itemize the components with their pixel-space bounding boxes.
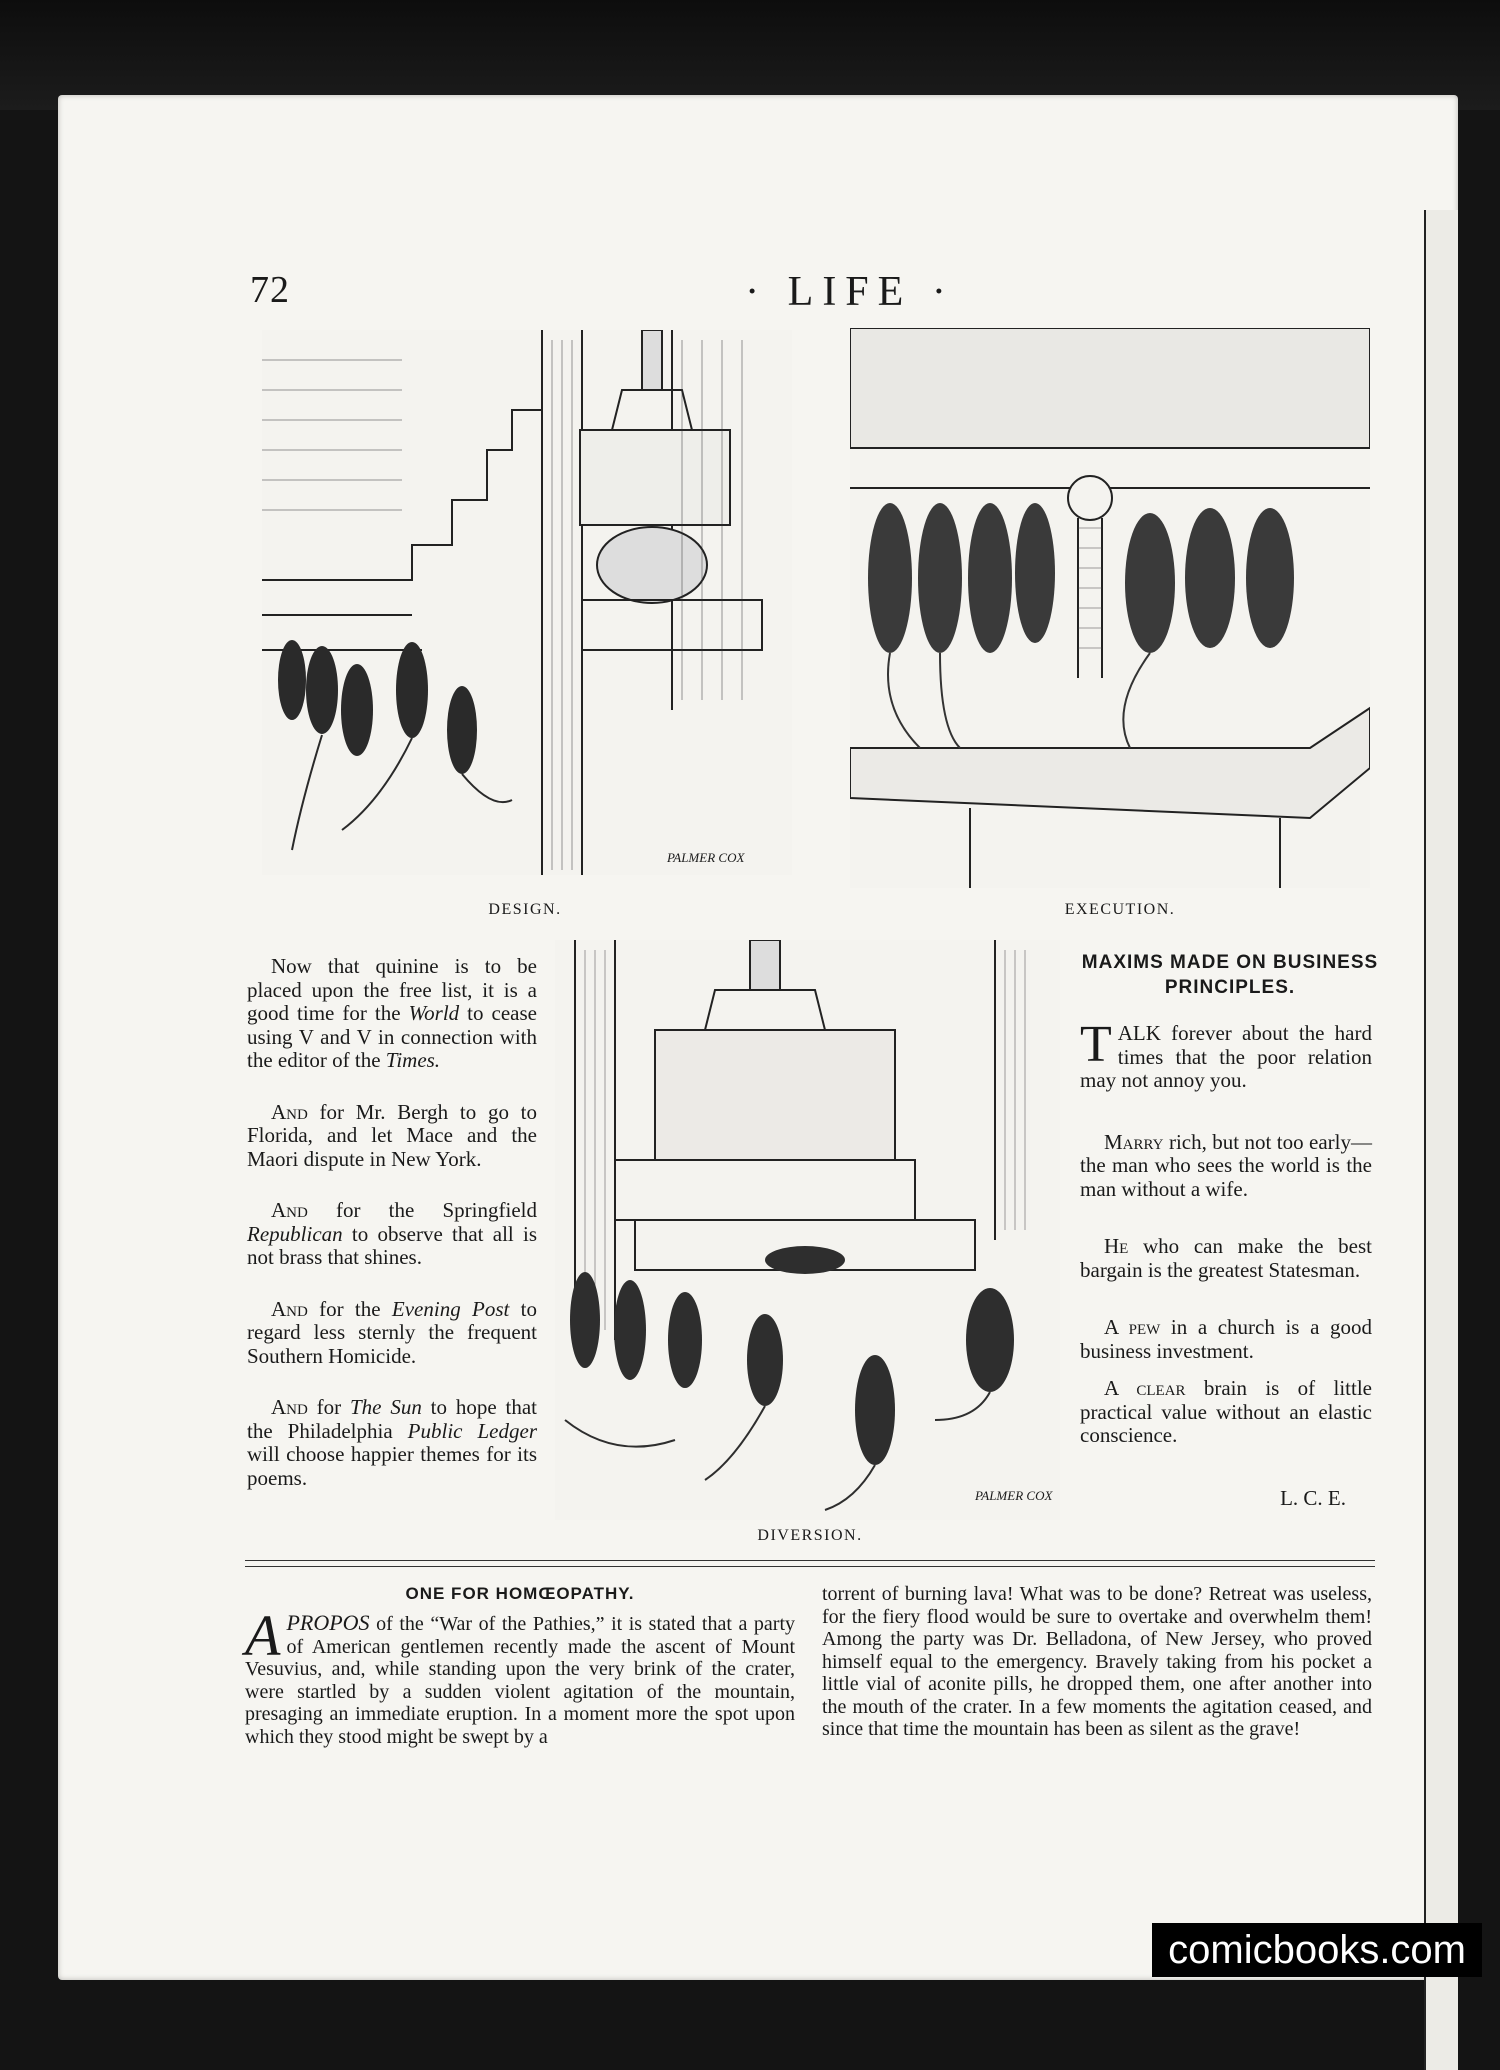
maxim-item: [1080, 1235, 1372, 1282]
text: for the: [307, 1296, 392, 1321]
text: will choose happier themes for its poems.: [247, 1442, 537, 1490]
maxim-lead: A clear: [1104, 1376, 1186, 1400]
italic-text: Public Ledger: [407, 1418, 537, 1443]
divider-rule: [245, 1560, 1375, 1561]
small-caps-text: And: [271, 1395, 308, 1419]
maxim-first: [1080, 1016, 1372, 1093]
text: for: [307, 1395, 350, 1419]
maxim-text: forever about the hard times that the poor relation may not annoy you.: [1080, 1021, 1372, 1092]
illustration-design: [262, 330, 792, 875]
article-column-1: [245, 1603, 795, 1748]
italic-text: World: [408, 1001, 460, 1025]
article-paragraph: torrent of burning lava! What was to be done? Retreat was useless, for the fiery flood would be sure to overtake and overwhelm them! Among the party was Dr. Belladona, of New Jersey, who proved himself equal to the emergency. Bravely taking from his pocket a little vial of aconite pills, he dropped them, one after another into the mouth of the crater. In a few moments the agitation ceased, and since that time the mountain has been as silent as the grave!: [822, 1583, 1372, 1740]
text: to cease using V and V in connection with the editor of the: [247, 1001, 537, 1072]
maxims-signature: L. C. E.: [1280, 1486, 1346, 1510]
maxims-column: [1080, 1016, 1373, 1512]
maxims-heading: MAXIMS MADE ON BUSINESS PRINCIPLES.: [1081, 952, 1379, 998]
italic-text: Times.: [385, 1048, 441, 1072]
caption-diversion: DIVERSION.: [757, 1527, 863, 1544]
page-number: 72: [250, 269, 290, 311]
divider-rule: [245, 1566, 1375, 1567]
article-column-2: [822, 1583, 1372, 1741]
diversion-drawing: [555, 940, 1060, 1520]
italic-text: Republican: [247, 1221, 343, 1246]
caption-execution: EXECUTION.: [1064, 901, 1176, 918]
text: to regard less sternly the frequent Southern Homicide.: [247, 1296, 537, 1368]
illustration-diversion: [555, 940, 1060, 1520]
paragraph: [247, 1298, 537, 1369]
maxim-text: in a church is a good business investment.: [1080, 1315, 1373, 1363]
small-caps-text: And: [271, 1296, 308, 1321]
italic-text: Evening Post: [391, 1296, 510, 1321]
italic-text: The Sun: [350, 1395, 422, 1419]
dropcap: T: [1080, 1016, 1112, 1073]
scanner-background: [0, 0, 1500, 110]
maxim-text: brain is of little practical value without an elastic conscience.: [1080, 1376, 1372, 1447]
text: for Mr. Bergh to go to Florida, and let Mace and the Maori dispute in New York.: [247, 1099, 537, 1171]
maxim-text: who can make the best bargain is the greatest Statesman.: [1080, 1234, 1372, 1282]
dropcap: A: [245, 1603, 281, 1668]
small-caps-text: And: [271, 1198, 308, 1222]
paragraph: [247, 955, 537, 1073]
maxim-lead: Marry: [1104, 1129, 1164, 1154]
maxim-item: [1080, 1131, 1372, 1202]
maxim-lead: He: [1104, 1234, 1129, 1258]
maxim-item: [1080, 1316, 1372, 1363]
paragraph: [247, 1101, 537, 1172]
paragraph: [247, 1199, 537, 1270]
text: for the Springfield: [307, 1198, 537, 1222]
maxim-text: rich, but not too early—the man who sees the world is the man without a wife.: [1080, 1129, 1372, 1201]
design-drawing: [262, 330, 792, 875]
left-column: [247, 955, 537, 1518]
maxim-lead: ALK: [1117, 1021, 1161, 1045]
maxim-item: [1080, 1377, 1372, 1448]
next-page-edge: [1424, 210, 1458, 2070]
masthead-title: · LIFE ·: [745, 269, 955, 315]
small-caps-text: And: [271, 1099, 308, 1124]
watermark-logo: comicbooks.com: [1152, 1923, 1482, 1977]
article-text: of the “War of the Pathies,” it is stated that a party of American gentlemen recently made the ascent of Mount Vesuvius, and, while standing upon the very brink of the crater, were startled by a sudden violent agitation of the mountain, presaging an immediate eruption. In a moment more the spot upon which they stood might be swept by a: [245, 1613, 795, 1748]
artist-signature: PALMER COX: [975, 1488, 1053, 1503]
text: to observe that all is not brass that shines.: [247, 1221, 537, 1269]
article-paragraph: [245, 1603, 795, 1748]
text: Now that quinine is to be placed upon the free list, it is a good time for the: [247, 954, 537, 1025]
article-title: ONE FOR HOMŒOPATHY.: [405, 1584, 635, 1603]
text: to hope that the Philadelphia: [247, 1395, 537, 1443]
execution-drawing: [850, 328, 1370, 888]
artist-signature: PALMER COX: [667, 850, 745, 865]
maxim-lead: A pew: [1104, 1315, 1161, 1339]
paragraph: [247, 1396, 537, 1490]
caption-design: DESIGN.: [488, 901, 562, 918]
article-lead: PROPOS: [286, 1610, 370, 1635]
illustration-execution: [850, 328, 1370, 888]
